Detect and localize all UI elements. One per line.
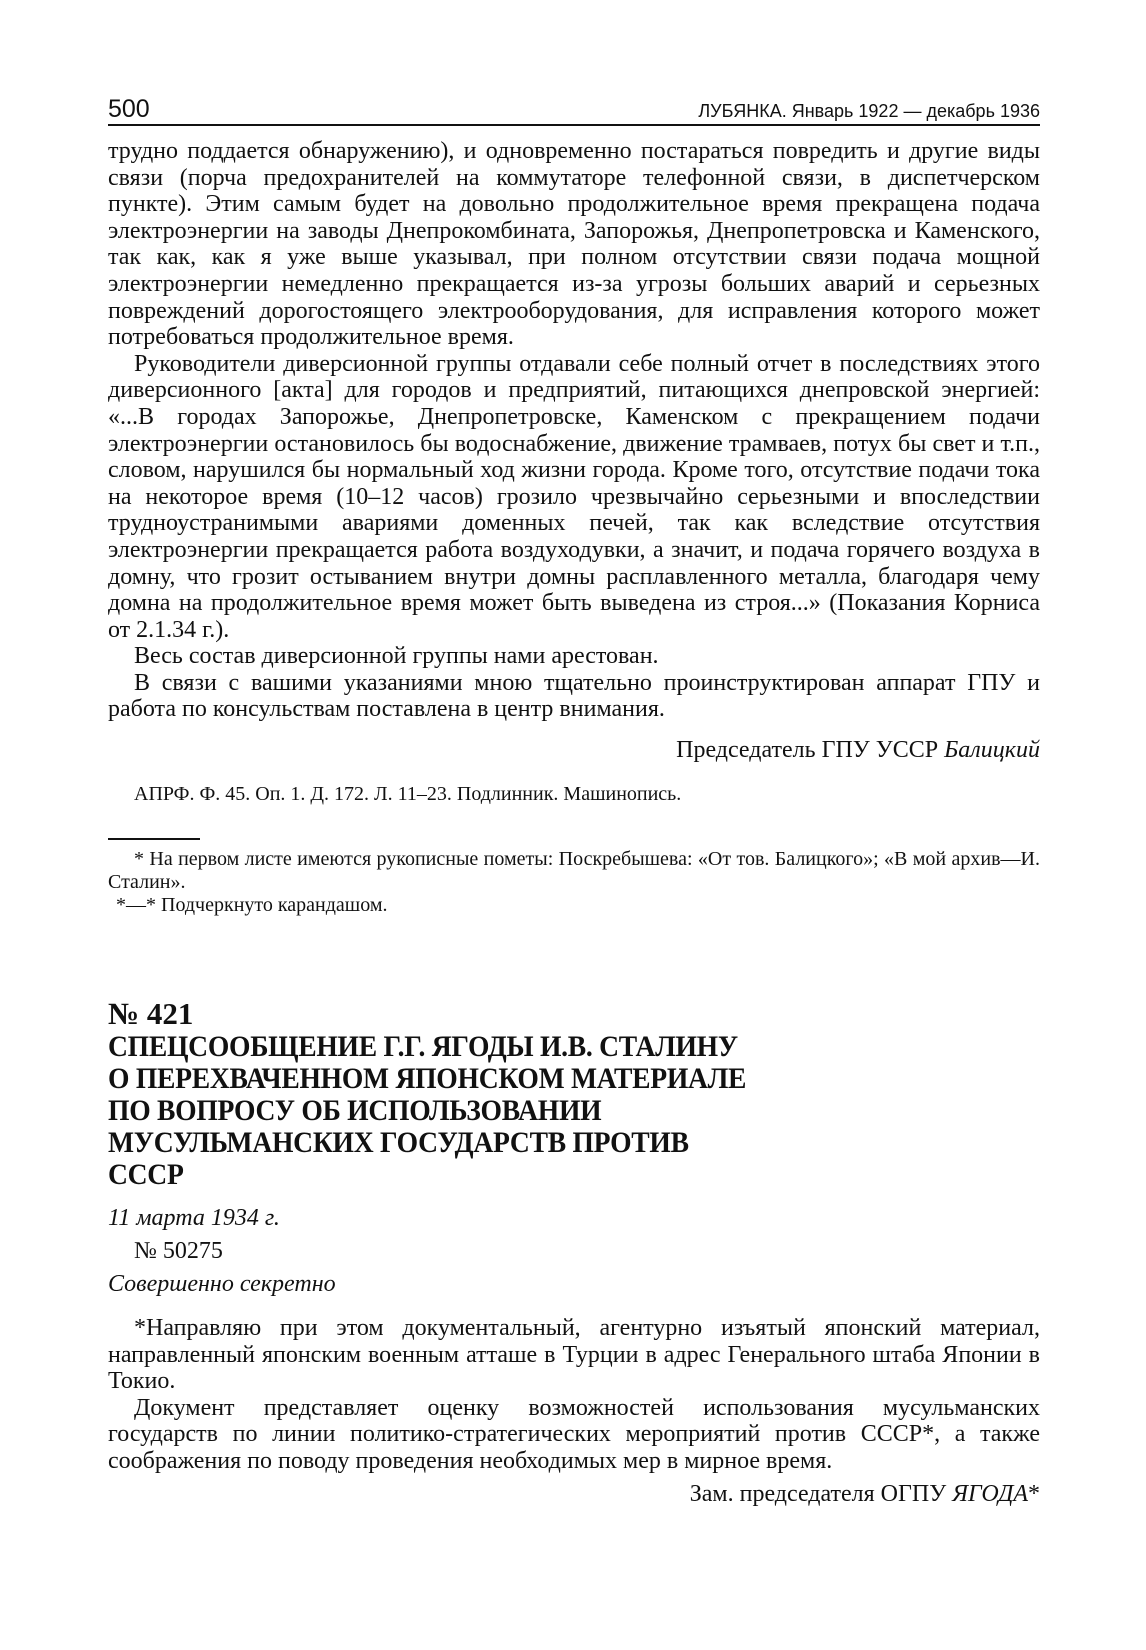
footnote-divider (108, 838, 200, 840)
paragraph: *Направляю при этом документальный, агентурно изъятый японский материал, направленный японским военным атташе в Турции в адрес Генерального штаба Японии в Токио. (108, 1315, 1040, 1395)
document-title-line: ПО ВОПРОСУ ОБ ИСПОЛЬЗОВАНИИ (108, 1094, 602, 1128)
document-title-line: О ПЕРЕХВАЧЕННОМ ЯПОНСКОМ МАТЕРИАЛЕ (108, 1062, 747, 1096)
page-number: 500 (108, 95, 150, 123)
archive-reference: АПРФ. Ф. 45. Оп. 1. Д. 172. Л. 11–23. Подлинник. Машинопись. (134, 783, 682, 806)
paragraph: В связи с вашими указаниями мною тщательно проинструктирован аппарат ГПУ и работа по консульствам поставлена в центр внимания. (108, 669, 1040, 723)
previous-document-signature (108, 737, 1040, 764)
document-body (108, 1315, 1040, 1475)
document-title-line: СПЕЦСООБЩЕНИЕ Г.Г. ЯГОДЫ И.В. СТАЛИНУ (108, 1030, 738, 1064)
book-title: ЛУБЯНКА. Январь 1922 — декабрь 1936 (698, 101, 1040, 121)
footnote: * На первом листе имеются рукописные пометы: Поскребышева: «От тов. Балицкого»; «В мой архив—И. Сталин». (108, 848, 1040, 894)
classification-stamp: Совершенно секретно (108, 1271, 336, 1298)
running-head (108, 92, 1040, 126)
document-date: 11 марта 1934 г. (108, 1205, 280, 1232)
signatory-title: Зам. председателя ОГПУ (689, 1480, 947, 1507)
signatory-title: Председатель ГПУ УССР (676, 737, 939, 764)
document-title-line: МУСУЛЬМАНСКИХ ГОСУДАРСТВ ПРОТИВ СССР (108, 1126, 689, 1192)
registration-number: № 50275 (134, 1238, 223, 1265)
footnote: *—* Подчеркнуто карандашом. (116, 894, 388, 917)
signatory-name: Балицкий (944, 737, 1040, 764)
signatory-name: ЯГОДА (952, 1480, 1028, 1507)
paragraph: Документ представляет оценку возможностей использования мусульманских государств по линии политико-стратегических мероприятий против СССР*, а также соображения по поводу проведения необходимых мер в мирное время. (108, 1394, 1040, 1475)
book-page (108, 92, 1040, 1508)
document-title (108, 1031, 770, 1191)
paragraph: Весь состав диверсионной группы нами арестован. (134, 643, 659, 670)
paragraph: трудно поддается обнаружению), и одновременно постараться повредить и другие виды связи (порча предохранителей на коммутаторе телефонной связи, в диспетчерском пункте). Этим самым будет на довольно продолжительное время прекращена подача электроэнергии на заводы Днепрокомбината, Запорожья, Днепропетровска и Каменского, так как, как я уже выше указывал, при полном отсутствии связи подача мощной электроэнергии немедленно прекращается из-за угрозы больших аварий и серьезных повреждений дорогостоящего электрооборудования, для исправления которого может потребоваться продолжительное время. (108, 138, 1040, 351)
paragraph: Руководители диверсионной группы отдавали себе полный отчет в последствиях этого диверсионного [акта] для городов и предприятий, питающихся днепровской энергией: «...В городах Запорожье, Днепропетровске, Каменском с прекращением подачи электроэнергии остановилось бы водоснабжение, движение трамваев, потух бы свет и т.п., словом, нарушился бы нормальный ход жизни города. Кроме того, отсутствие подачи тока на некоторое время (10–12 часов) грозило чрезвычайно серьезными и впоследствии трудноустранимыми авариями доменных печей, так как вследствие отсутствия электроэнергии прекращается работа воздуходувки, а значит, и подача горячего воздуха в домну, что грозит остыванием внутри домны расплавленного металла, благодаря чему домна на продолжительное время может быть выведена из строя...» (Показания Корниса от 2.1.34 г.). (108, 350, 1040, 643)
signature-mark: * (1028, 1480, 1040, 1507)
previous-document-body (108, 138, 1040, 723)
document-number: № 421 (108, 996, 194, 1032)
document-signature (108, 1481, 1040, 1508)
footnotes (108, 848, 1040, 917)
